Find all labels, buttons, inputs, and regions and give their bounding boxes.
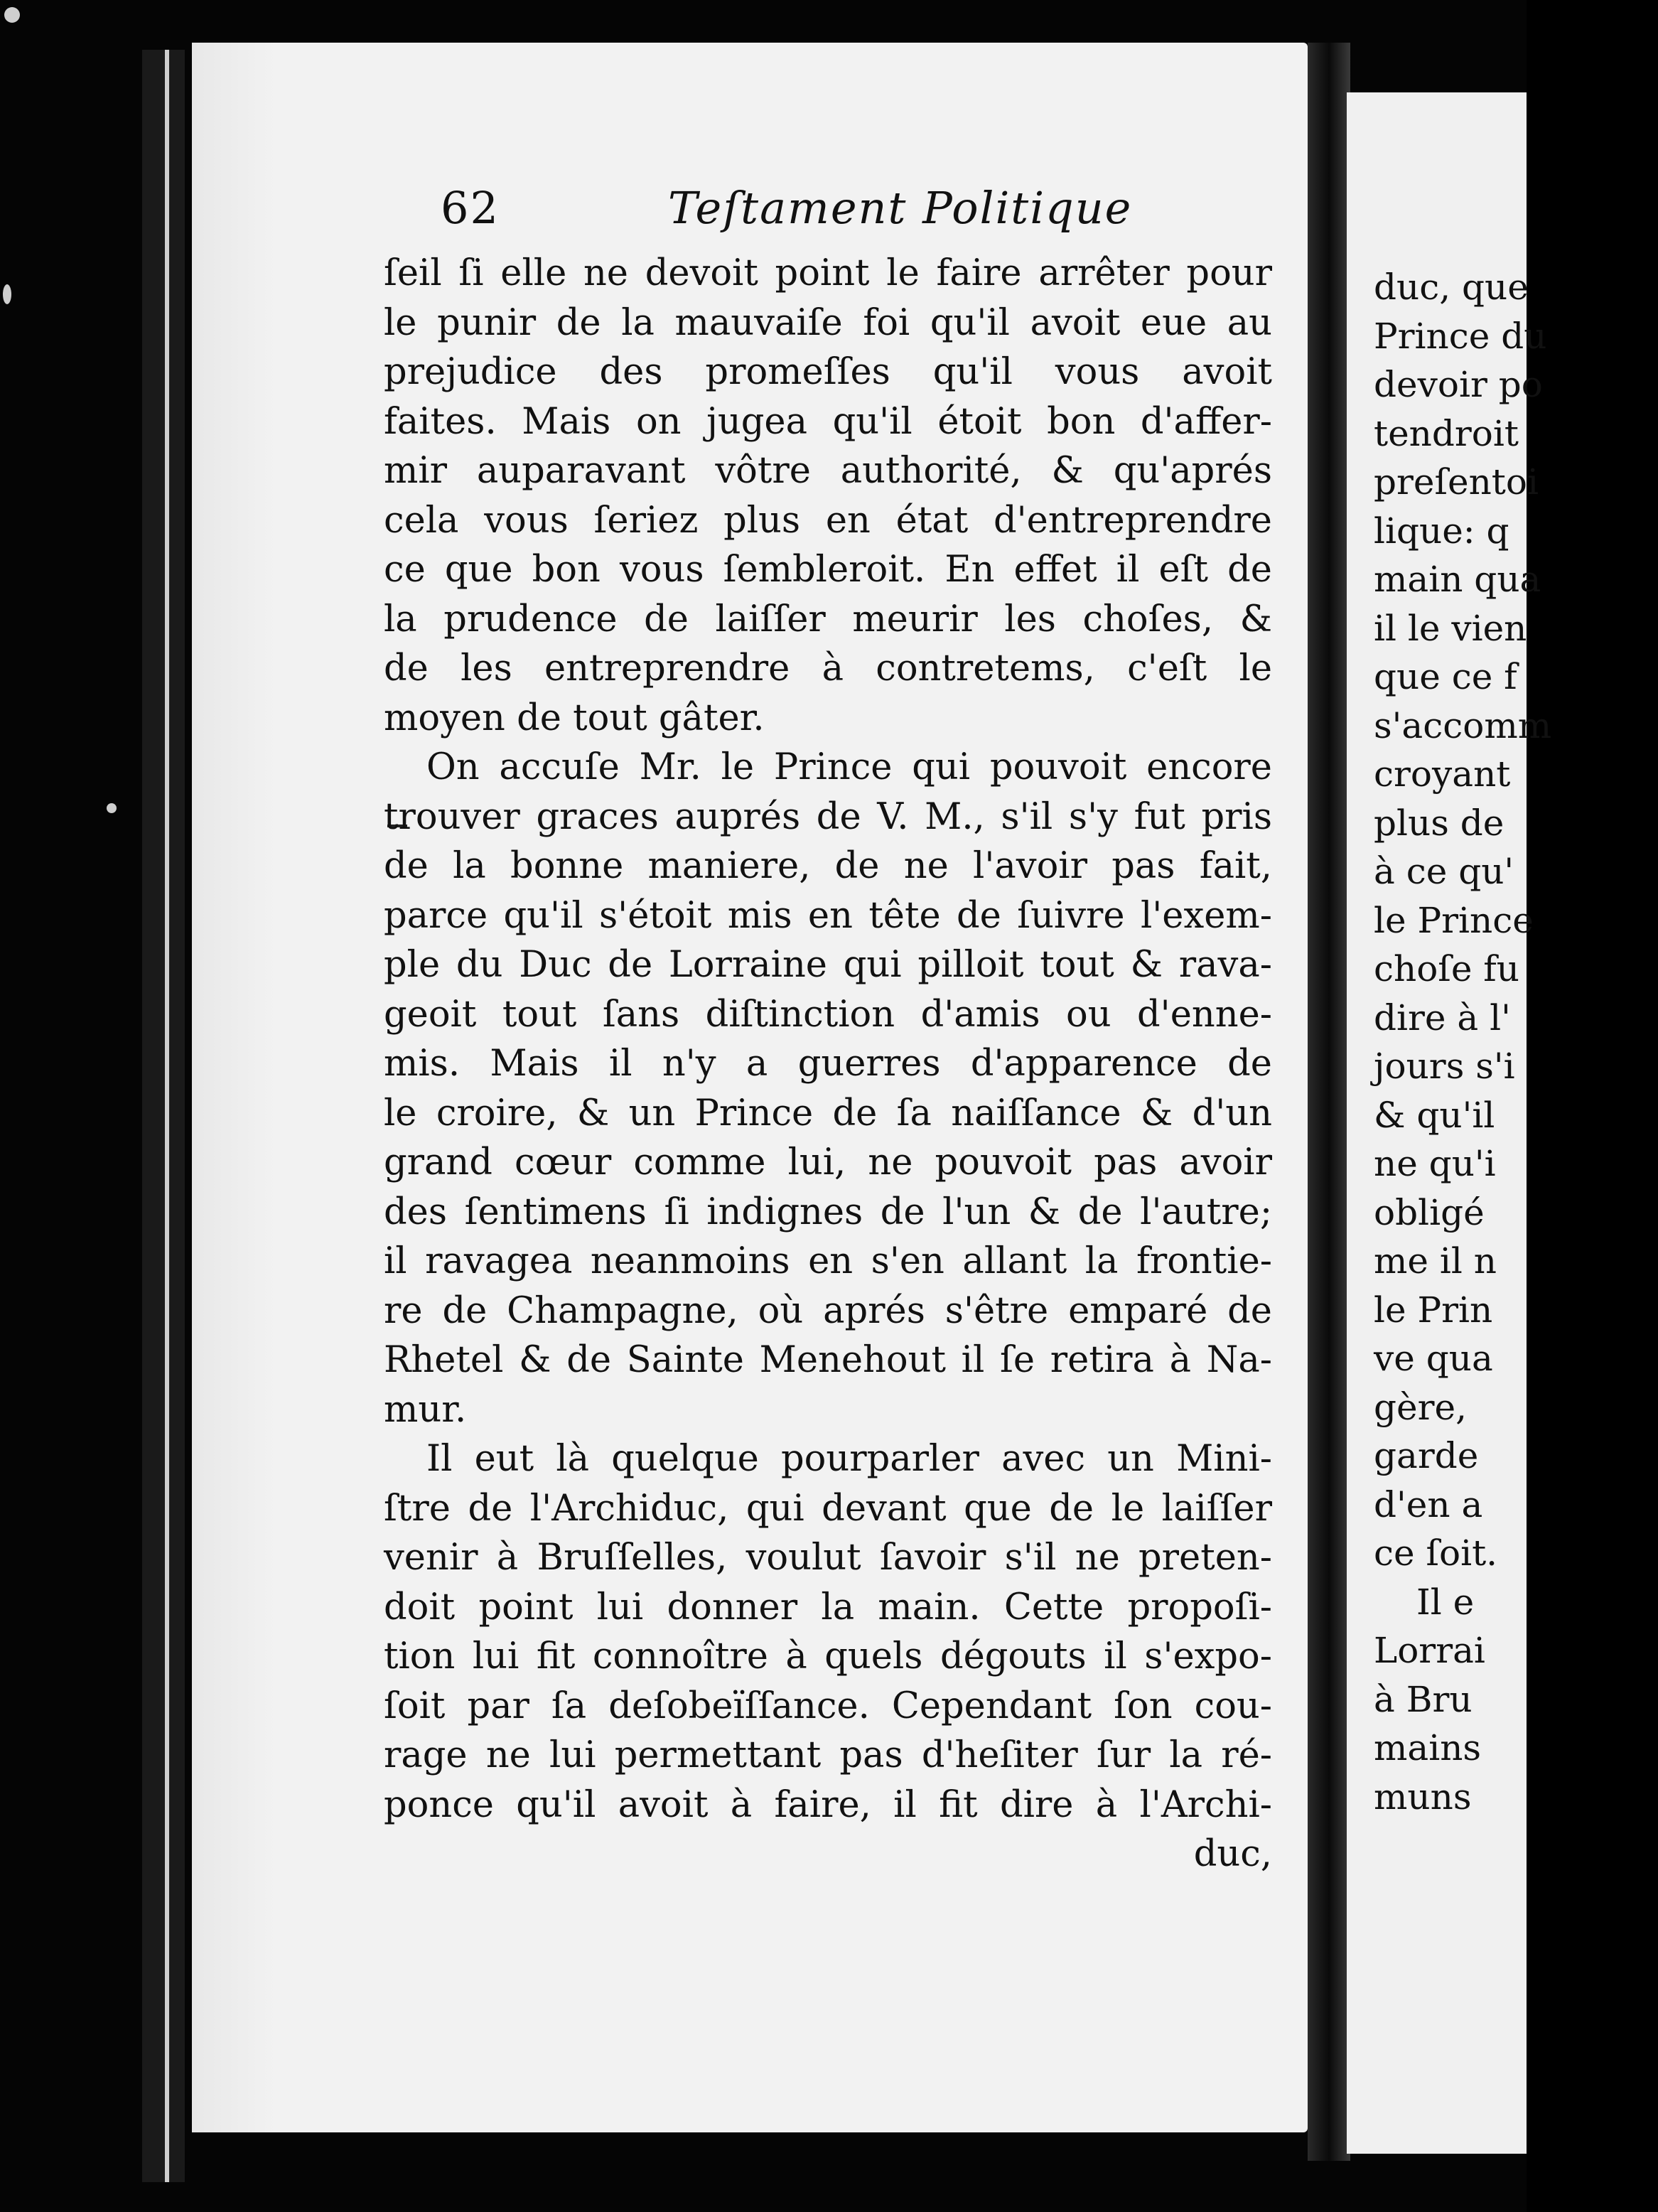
text-line: faites. Mais on jugea qu'il étoit bon d'affer- (384, 400, 1272, 443)
edge-speck (107, 803, 117, 813)
text-line: le Prin (1374, 1289, 1493, 1331)
text-line: ple du Duc de Lorraine qui pilloit tout & rava- (384, 944, 1272, 986)
text-line: cela vous ſeriez plus en état d'entreprendre (384, 499, 1272, 542)
text-line: ſeil ſi elle ne devoit point le faire arrêter pour (384, 252, 1272, 294)
right-page-fragment (1347, 92, 1552, 2154)
text-line: dire à l' (1374, 997, 1511, 1038)
text-line: mains (1374, 1727, 1482, 1768)
text-line: & qu'il (1374, 1094, 1495, 1136)
text-line: ce ſoit. (1374, 1532, 1498, 1574)
text-line: Il eut là quelque pourparler avec un Mini- (426, 1438, 1272, 1480)
text-line: choſe fu (1374, 948, 1520, 989)
text-line: le punir de la mauvaiſe foi qu'il avoit eue au (384, 301, 1272, 344)
text-line: devoir po (1374, 364, 1543, 405)
text-line: il ravagea neanmoins en s'en allant la frontie- (384, 1240, 1272, 1282)
text-line: la prudence de laiſſer meurir les choſes, & (384, 598, 1272, 640)
text-line: moyen de tout gâter. (384, 697, 765, 739)
text-line: prejudice des promeſſes qu'il vous avoit (384, 351, 1272, 393)
text-line: obligé (1374, 1191, 1485, 1233)
text-line: ne qu'i (1374, 1143, 1496, 1184)
edge-speck (4, 7, 20, 23)
text-line: à Bru (1374, 1678, 1473, 1720)
text-line: On accuſe Mr. le Prince qui pouvoit encore (426, 746, 1272, 788)
text-line: main qua (1374, 559, 1541, 600)
text-line: Rhetel & de Sainte Menehout il ſe retira à Na- (384, 1339, 1272, 1381)
text-line: geoit tout ſans diſtinction d'amis ou d'enne- (384, 993, 1272, 1036)
text-line: ſoit par ſa deſobeïſſance. Cependant ſon cou- (384, 1685, 1272, 1727)
text-line: lique: q (1374, 510, 1509, 552)
text-line: garde (1374, 1435, 1479, 1476)
text-line: de la bonne maniere, de ne l'avoir pas fait, (384, 845, 1272, 887)
text-line: ce que bon vous ſembleroit. En effet il eſt de (384, 549, 1272, 591)
text-line: tendroit (1374, 412, 1519, 454)
text-line: plus de (1374, 802, 1504, 844)
page-number: 62 (441, 182, 500, 234)
page-header (441, 182, 1222, 246)
gutter-shadow (1308, 43, 1350, 2161)
text-line: croyant (1374, 753, 1511, 795)
text-line: doit point lui donner la main. Cette propoſi- (384, 1586, 1272, 1628)
text-line: gère, (1374, 1386, 1467, 1428)
book-binding (142, 50, 185, 2182)
text-line: rage ne lui permettant pas d'heſiter ſur la ré- (384, 1734, 1272, 1776)
text-line: ve qua (1374, 1338, 1493, 1379)
right-page-text (1374, 263, 1658, 1821)
text-line: tion lui fit connoître à quels dégouts il s'expo- (384, 1636, 1272, 1677)
text-line: trouver graces auprés de V. M., s'il s'y fut pris (384, 795, 1272, 838)
text-line: duc, (1193, 1833, 1272, 1875)
text-line: Lorrai (1374, 1630, 1485, 1671)
text-line: Prince du (1374, 315, 1547, 357)
text-line: parce qu'il s'étoit mis en tête de ſuivre l'exem- (384, 894, 1272, 937)
text-line: preſentoi (1374, 461, 1539, 503)
text-line: Il e (1416, 1581, 1475, 1623)
text-line: mir auparavant vôtre authorité, & qu'aprés (384, 450, 1272, 492)
text-line: muns (1374, 1776, 1472, 1818)
text-line: mis. Mais il n'y a guerres d'apparence de (384, 1043, 1272, 1085)
text-line: il le vien (1374, 607, 1527, 649)
text-line: que ce f (1374, 656, 1517, 697)
left-page-body-text (384, 249, 1272, 1879)
binding-edge (165, 50, 169, 2182)
text-line: s'accomm (1374, 704, 1552, 746)
text-line: ponce qu'il avoit à faire, il fit dire à l'Archi- (384, 1783, 1272, 1826)
running-title: Teſtament Politique (668, 182, 1133, 234)
text-line: jours s'i (1374, 1046, 1515, 1087)
text-line: à ce qu' (1374, 851, 1514, 892)
text-line: re de Champagne, où aprés s'être emparé de (384, 1289, 1272, 1332)
text-line: venir à Bruſſelles, voulut ſavoir s'il ne preten- (384, 1537, 1272, 1579)
text-line: ſtre de l'Archiduc, qui devant que de le laiſſer (384, 1487, 1272, 1530)
text-line: grand cœur comme lui, ne pouvoit pas avoir (384, 1142, 1272, 1183)
edge-speck (3, 284, 11, 304)
text-line: mur. (384, 1388, 467, 1431)
page-margin-shading (192, 43, 277, 2132)
text-line: duc, que (1374, 267, 1529, 308)
text-line: de les entreprendre à contretems, c'eſt le (384, 648, 1272, 689)
text-line: d'en a (1374, 1483, 1483, 1525)
text-line: le Prince (1374, 899, 1534, 941)
text-line: me il n (1374, 1240, 1497, 1282)
text-line: le croire, & un Prince de ſa naiſſance & d'un (384, 1092, 1272, 1134)
text-line: des ſentimens ſi indignes de l'un & de l'autre; (384, 1191, 1272, 1233)
